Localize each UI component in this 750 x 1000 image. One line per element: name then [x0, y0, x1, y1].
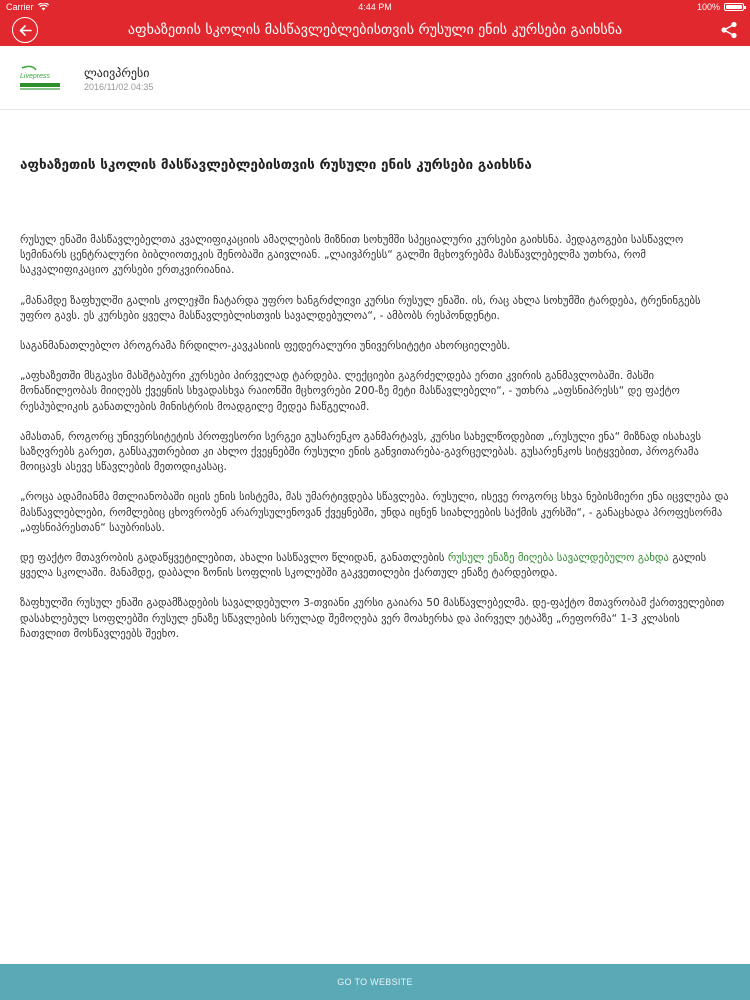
- back-arrow-icon: [19, 25, 32, 36]
- paragraph: „როცა ადამიანმა მთლიანობაში იცის ენის სისტემა, მას უმარტივდება სწავლება. რუსული, ისევე როგორც სხვა ნებისმიერი ენა იცვლება და მასწავლებლები, რომლებიც ცხოვრობენ არარუსულენოვან ქვეყნებში, უნდა იცნენ სიახლეების საქმის კურსში“, - განაცხადა პროფესორმა „აფსნიპრესთან“ საუბრისას.: [20, 491, 729, 534]
- paragraph: ამასთან, როგორც უნივერსიტეტის პროფესორი სერგეი გუსარენკო განმარტავს, კურსი სახელწოდებით „რუსული ენა“ მიზნად ისახავს საზღვრებს გარეთ, განსაკუთრებით კი ახლო ქვეყნებში რუსული ენის განვითარება-გავრცელებას. გუსარენკოს სიტყვებით, პროგრამა მოიცავს ასევე სწავლების მეთოდიკასაც.: [20, 430, 701, 474]
- author-name: ლაივპრესი: [84, 66, 150, 80]
- battery-percent: 100%: [696, 2, 720, 12]
- svg-text:Livepress: Livepress: [20, 73, 50, 80]
- inline-article-link[interactable]: რუსულ ენაზე მიღება სავალდებულო გახდა: [447, 552, 669, 565]
- status-bar: [0, 0, 750, 14]
- battery-icon: [724, 3, 744, 11]
- paragraph: რუსულ ენაში მასწავლებელთა კვალიფიკაციის ამაღლების მიზნით სოხუმში სპეციალური კურსები გაიხსნა. პედაგოგები სასწავლო სემინარს ცენტრალური ბიბლიოთეკის შენობაში გაივლიან. „ლაივპრესს“ გალში მცხოვრებმა მასწავლებელმა უთხრა, რომ საკვალიფიკაციო კურსები ერთკვირიანია.: [20, 234, 684, 277]
- paragraph: საგანმანათლებლო პროგრამა ჩრდილო-კავკასიის ფედერალური უნივერსიტეტი ახორციელებს.: [20, 340, 511, 353]
- paragraph-with-link: [20, 551, 732, 581]
- publish-date: 2016/11/02 04:35: [84, 82, 154, 92]
- author-block: [0, 46, 750, 110]
- paragraph: „აფხაზეთში მსგავსი მასშტაბური კურსები პირველად ტარდება. ლექციები გაგრძელდება ერთი კვირის განმავლობაში. მასში მონაწილეობას მიიღებს ქვეყნის სხვადასხვა რაიონში მცხოვრები 200-ზე მეტი მასწავლებელი“, - უთხრა „აფსნიპრესს“ დე ფაქტო რესპუბლიკის განათლების მინისტრის მოადგილე მედეა ჩაწგელიამ.: [20, 370, 680, 413]
- paragraph: ზაფხულში რუსულ ენაში გადამზადების სავალდებულო 3-თვიანი კურსი გაიარა 50 მასწავლებელმა. დე-ფაქტო მთავრობამ ქართველებით დასახლებულ სოფლებში რუსულ ენაზე სწავლების სრულად შემოღება ვერ მოახერხა და პირველ ეტაპზე „რეფორმა“ 1-3 კლასის ჩათვლით მოსწავლეებს შეეხო.: [20, 597, 725, 640]
- paragraph-text: გალის ყველა სკოლაში. მანამდე, დაბალი ზონის სოფლის სკოლებში გაკვეთილები ქართულ ენაზე ტარდებოდა.: [20, 552, 707, 580]
- paragraph: „მანამდე ზაფხულში გალის კოლეჯში ჩატარდა უფრო ხანგრძლივი კურსი რუსულ ენაში. ის, რაც ახლა სოხუმში ტარდება, ტრენინგებს უფრო გავს. ეს კურსები ყველა მასწავლებლისთვის სავალდებულოა“, - ამბობს რესპონდენტი.: [20, 294, 701, 322]
- share-icon[interactable]: [720, 21, 738, 39]
- paragraph-text: დე ფაქტო მთავრობის გადაწყვეტილებით, ახალი სასწავლო წლიდან, განათლების: [20, 552, 448, 565]
- status-time: 4:44 PM: [358, 2, 392, 12]
- go-to-website-button[interactable]: GO TO WEBSITE: [0, 964, 750, 1000]
- article-body: [20, 233, 732, 657]
- carrier-label: Carrier: [6, 2, 34, 12]
- nav-bar: [0, 14, 750, 46]
- article-title: აფხაზეთის სკოლის მასწავლებლებისთვის რუსული ენის კურსები გაიხსნა: [20, 157, 532, 173]
- status-right: [697, 2, 744, 12]
- nav-title: აფხაზეთის სკოლის მასწავლებლებისთვის რუსული ენის კურსები გაიხსნა: [127, 22, 623, 38]
- livepress-logo: [18, 64, 62, 96]
- back-button[interactable]: [12, 17, 38, 43]
- battery-fill: [726, 5, 742, 9]
